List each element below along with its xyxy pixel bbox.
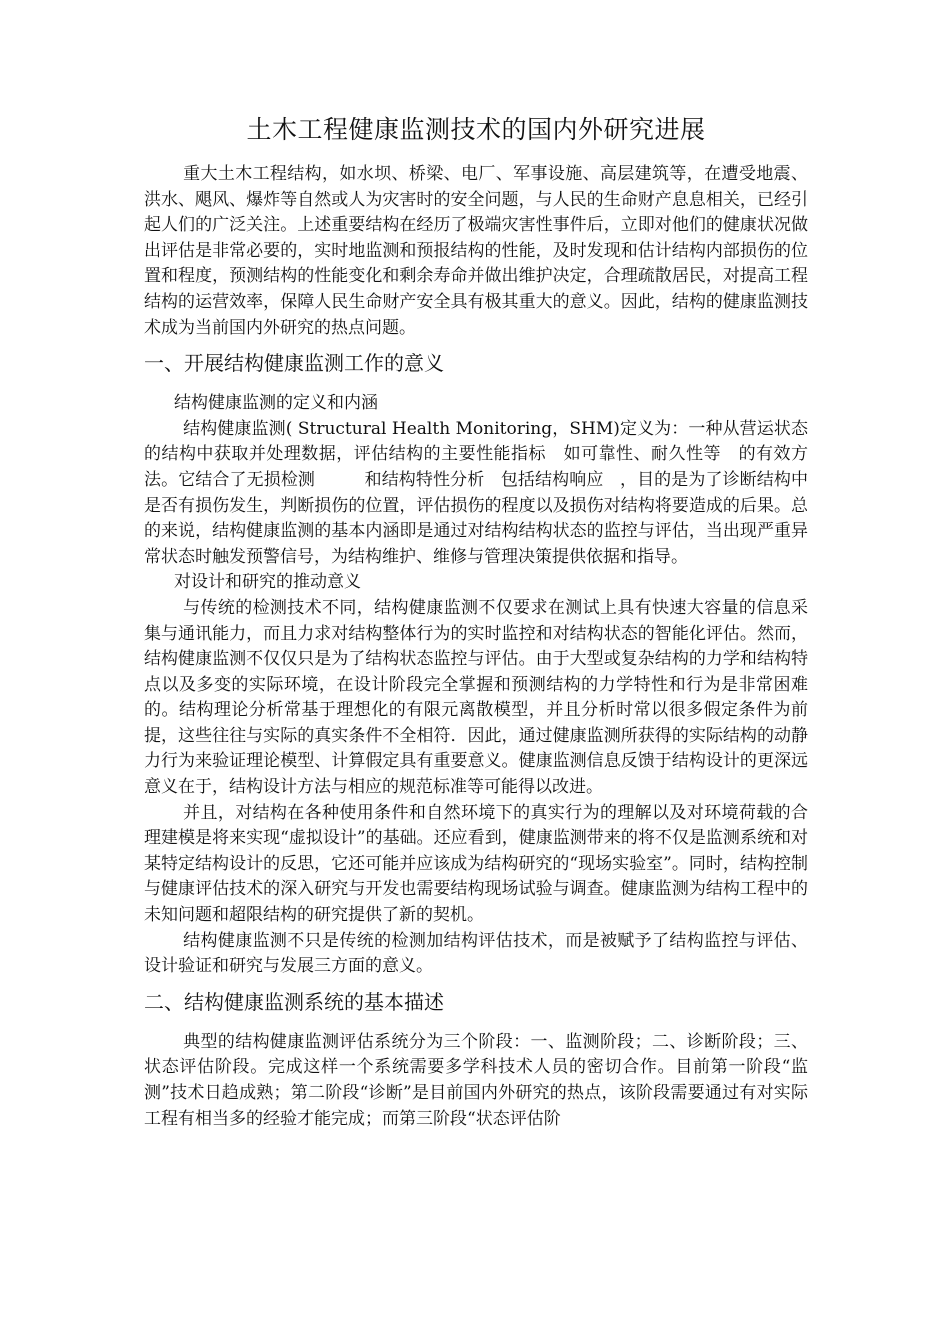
intro-paragraph: 重大土木工程结构，如水坝、桥梁、电厂、军事设施、高层建筑等，在遭受地震、洪水、飓风、爆炸等自然或人为灾害时的安全问题，与人民的生命财产息息相关，已经引起人们的广泛关注。上述重要结构在经历了极端灾害性事件后，立即对他们的健康状况做出评估是非常必要的，实时地监测和预报结构的性能，及时发现和估计结构内部损伤的位置和程度，预测结构的性能变化和剩余寿命并做出维护决定，合理疏散居民，对提高工程结构的运营效率，保障人民生命财产安全具有极其重大的意义。因此，结构的健康监测技术成为当前国内外研究的热点问题。 (144, 164, 808, 338)
section-1-heading: 一、开展结构健康监测工作的意义 (144, 351, 444, 376)
design-research-paragraph-2: 并且，对结构在各种使用条件和自然环境下的真实行为的理解以及对环境荷载的合理建模是将来实现“虚拟设计”的基础。还应看到，健康监测带来的将不仅是监测系统和对某特定结构设计的反思，它还可能并应该成为结构研究的“现场实验室”。同时，结构控制与健康评估技术的深入研究与开发也需要结构现场试验与调查。健康监测为结构工程中的未知问题和超限结构的研究提供了新的契机。 (144, 802, 808, 926)
system-description-paragraph: 典型的结构健康监测评估系统分为三个阶段：一、监测阶段；二、诊断阶段；三、状态评估阶段。完成这样一个系统需要多学科技术人员的密切合作。目前第一阶段“监测”技术日趋成熟；第二阶段“诊断”是目前国内外研究的热点，该阶段需要通过有对实际工程有相当多的经验才能完成；而第三阶段“状态评估阶 (144, 1031, 808, 1129)
subsection-design-research-heading: 对设计和研究的推动意义 (174, 572, 361, 593)
subsection-definition-heading: 结构健康监测的定义和内涵 (174, 393, 378, 414)
definition-paragraph: 结构健康监测( Structural Health Monitoring，SHM)定义为：一种从营运状态的结构中获取并处理数据，评估结构的主要性能指标 如可靠性、耐久性等 的有效方法。它结合了无损检测 和结构特性分析 包括结构响应 ，目的是为了诊断结构中是否有损伤发生，判断损伤的位置，评估损伤的程度以及损伤对结构将要造成的后果。总的来说，结构健康监测的基本内涵即是通过对结构结构状态的监控与评估，当出现严重异常状态时触发预警信号，为结构维护、维修与管理决策提供依据和指导。 (144, 418, 808, 567)
design-research-paragraph-1: 与传统的检测技术不同，结构健康监测不仅要求在测试上具有快速大容量的信息采集与通讯能力，而且力求对结构整体行为的实时监控和对结构状态的智能化评估。然而，结构健康监测不仅仅只是为了结构状态监控与评估。由于大型或复杂结构的力学和结构特点以及多变的实际环境，在设计阶段完全掌握和预测结构的力学特性和行为是非常困难的。结构理论分析常基于理想化的有限元离散模型，并且分析时常以很多假定条件为前提，这些往往与实际的真实条件不全相符．因此，通过健康监测所获得的实际结构的动静力行为来验证理论模型、计算假定具有重要意义。健康监测信息反馈于结构设计的更深远意义在于，结构设计方法与相应的规范标准等可能得以改进。 (144, 597, 808, 798)
section-2-heading: 二、结构健康监测系统的基本描述 (144, 989, 444, 1014)
document-page (144, 112, 808, 1132)
document-title: 土木工程健康监测技术的国内外研究进展 (246, 115, 706, 144)
design-research-paragraph-3: 结构健康监测不只是传统的检测加结构评估技术，而是被赋予了结构监控与评估、设计验证和研究与发展三方面的意义。 (144, 930, 808, 977)
